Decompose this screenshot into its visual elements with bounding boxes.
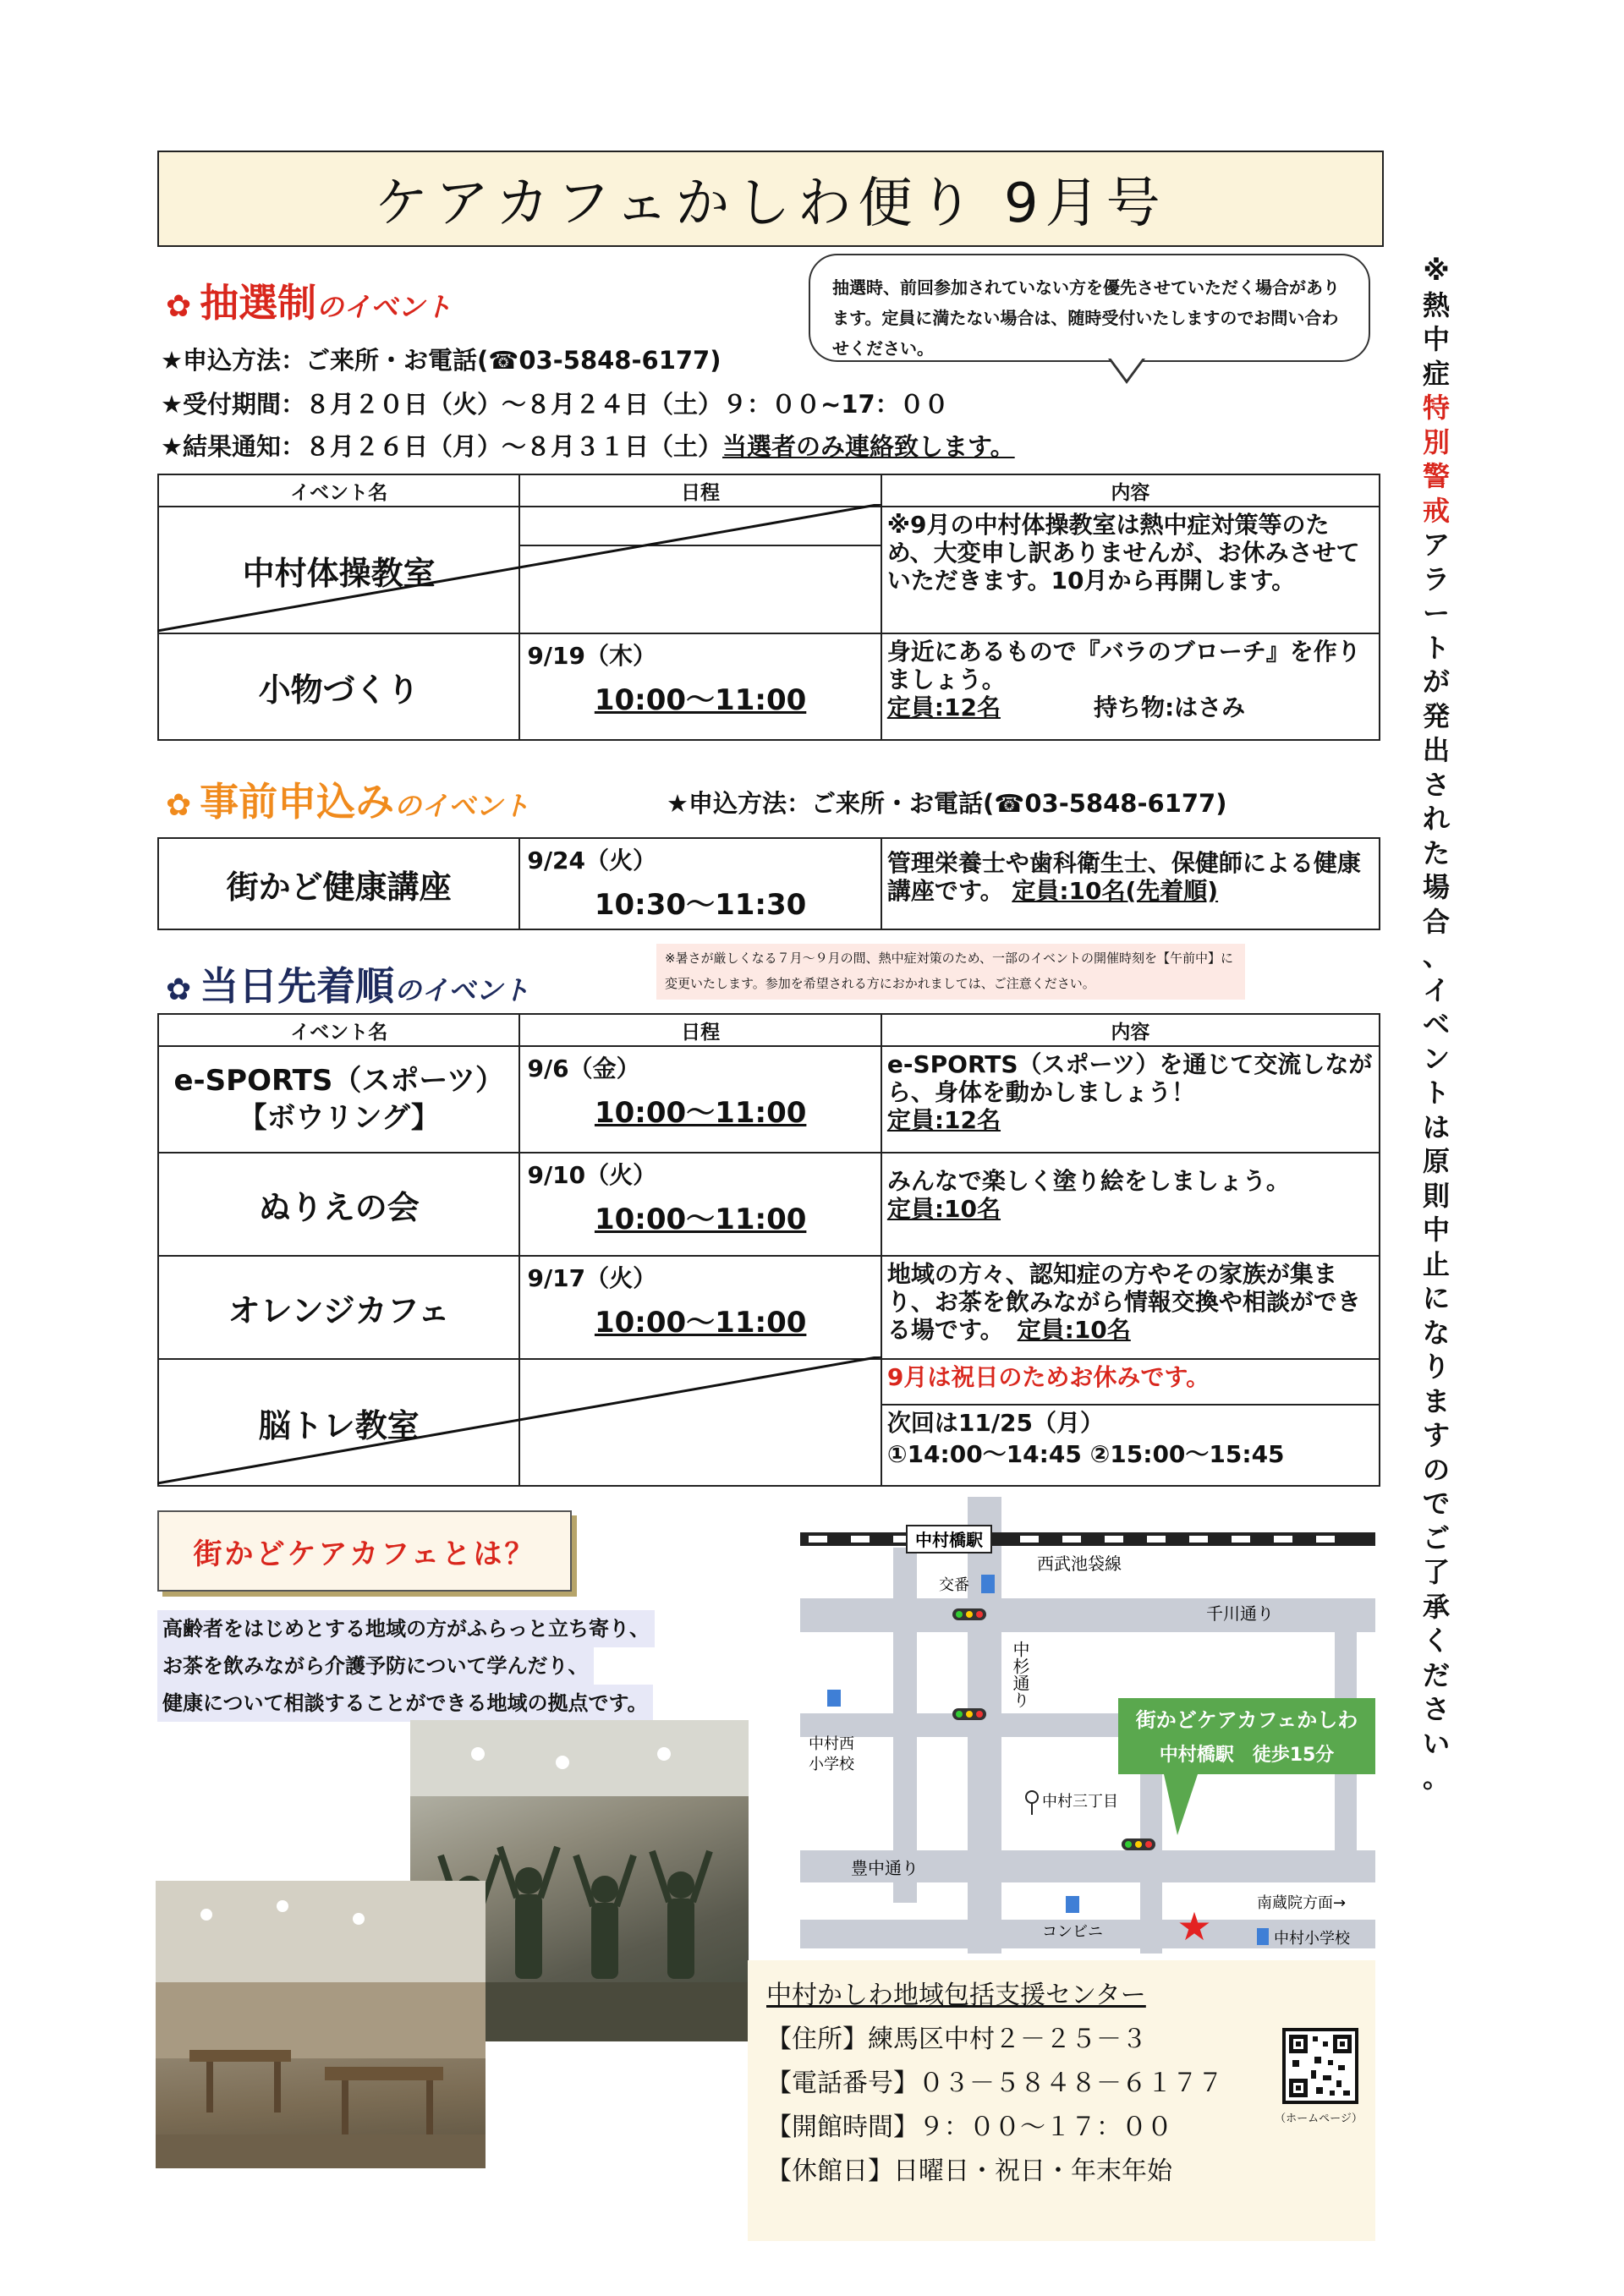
event-schedule xyxy=(519,838,881,929)
map-railway-line: 西武池袋線 xyxy=(1037,1553,1122,1574)
event-notice: 9月は祝日のためお休みです。 xyxy=(882,1360,1379,1406)
lottery-period: ★受付期間：８月２０日（火）～８月２４日（土）９：００~17：００ xyxy=(161,390,949,419)
about-text xyxy=(157,1610,749,1722)
map-school1b: 小学校 xyxy=(809,1756,854,1773)
side-notice xyxy=(1418,254,1455,1795)
event-capacity: 定員:10名 xyxy=(1017,1316,1131,1344)
center-phone: 【電話番号】０３－５８４８－６１７７ xyxy=(766,2069,1223,2098)
map-school2: 中村小学校 xyxy=(1274,1930,1350,1948)
event-time: 10:00～11:00 xyxy=(594,1096,807,1130)
center-closed: 【休館日】日曜日・祝日・年末年始 xyxy=(766,2156,1172,2186)
cancel-slash xyxy=(157,504,885,634)
pre-heading-main: 事前申込み xyxy=(200,779,395,825)
map-nakasugi: 中杉通り xyxy=(1010,1641,1030,1708)
center-address: 【住所】練馬区中村２－２５－３ xyxy=(766,2025,1147,2054)
map-koban: 交番 xyxy=(939,1576,969,1594)
event-content xyxy=(881,838,1380,929)
about-heading: 街かどケアカフェとは？ xyxy=(157,1510,572,1592)
qr-code[interactable] xyxy=(1282,2028,1358,2104)
lottery-heading-suffix: のイベント xyxy=(316,291,453,323)
flower-icon: ✿ xyxy=(166,788,192,823)
event-capacity: 定員:10名 xyxy=(886,1195,1001,1223)
center-name: 中村かしわ地域包括支援センター xyxy=(766,1981,1146,2010)
traffic-light-icon xyxy=(1122,1838,1155,1850)
qr-caption: （ホームページ） xyxy=(1275,2112,1363,2125)
pre-apply: ★申込方法：ご来所・お電話(☎03-5848-6177) xyxy=(667,789,1227,818)
map-nanzoin: 南蔵院方面→ xyxy=(1257,1894,1347,1912)
event-name-line1: e-SPORTS（スポーツ） xyxy=(173,1064,504,1098)
school-icon xyxy=(1257,1928,1269,1945)
map-school1a: 中村西 xyxy=(809,1735,854,1753)
event-content-text: 地域の方々、認知症の方やその家族が集まり、お茶を飲みながら情報交換や相談ができる場です。 xyxy=(886,1260,1361,1344)
event-date: 9/6（金） xyxy=(527,1055,640,1082)
event-content: ※9月の中村体操教室は熱中症対策等のため、大変申し訳ありませんが、お休みさせていただきます。10月から再開します。 xyxy=(881,507,1380,633)
map-senkawa: 千川通り xyxy=(1206,1603,1274,1624)
event-schedule xyxy=(519,1256,881,1359)
event-name-line2: 【ボウリング】 xyxy=(238,1101,440,1135)
event-name: ぬりえの会 xyxy=(158,1153,519,1256)
sameday-heading-main: 当日先着順 xyxy=(200,963,395,1009)
traffic-light-icon xyxy=(952,1708,986,1720)
map-konbini: コンビニ xyxy=(1042,1923,1103,1941)
event-date: 9/10（火） xyxy=(527,1161,657,1189)
lottery-note-bubble: 抽選時、前回参加されていない方を優先させていただく場合があります。定員に満たない場合は、随時受付いたしますのでお問い合わせください。 xyxy=(809,254,1370,362)
event-capacity: 定員:10名(先着順) xyxy=(1012,877,1219,905)
school-icon xyxy=(827,1690,841,1707)
lottery-result xyxy=(161,428,1015,463)
event-date: 9/24（火） xyxy=(527,847,657,874)
event-time: 10:00～11:00 xyxy=(594,1203,807,1236)
event-schedule xyxy=(519,633,881,740)
event-content-text: 管理栄養士や歯科衛生士、保健師による健康講座です。 xyxy=(886,849,1361,905)
konbini-icon xyxy=(1066,1896,1079,1913)
lottery-heading-main: 抽選制 xyxy=(200,280,317,326)
page-title: ケアカフェかしわ便り 9月号 xyxy=(157,151,1384,247)
side-notice-red: 特 別 警 戒 xyxy=(1422,392,1450,527)
bubble-tail-inner xyxy=(1110,357,1144,380)
event-content xyxy=(881,1256,1380,1359)
event-content-text: e-SPORTS（スポーツ）を通じて交流しながら、身体を動かしましょう！ xyxy=(886,1050,1373,1106)
th-event: イベント名 xyxy=(158,474,519,507)
event-name: 脳トレ教室 xyxy=(158,1359,519,1486)
traffic-light-icon xyxy=(952,1608,986,1620)
side-notice-text: ※ 熱 中 症 xyxy=(1422,255,1450,390)
pre-heading xyxy=(166,771,529,827)
event-content-text: 身近にあるもので『バラのブローチ』を作りましょう。 xyxy=(886,638,1361,693)
location-star-icon: ★ xyxy=(1177,1904,1212,1949)
event-content xyxy=(881,633,1380,740)
event-next: 次回は11/25（月） xyxy=(886,1409,1105,1437)
pre-table xyxy=(157,837,1380,930)
lottery-result-prefix: ★結果通知：８月２６日（月）～８月３１日（土） xyxy=(161,432,722,461)
map-callout-sub: 中村橋駅 徒歩15分 xyxy=(1159,1745,1335,1766)
event-name: 中村体操教室 xyxy=(158,507,519,633)
event-capacity: 定員:12名 xyxy=(886,1106,1001,1134)
access-map xyxy=(800,1497,1375,1954)
flower-icon: ✿ xyxy=(166,289,192,324)
lottery-apply: ★申込方法：ご来所・お電話(☎03-5848-6177) xyxy=(161,346,721,375)
cancel-slash xyxy=(157,1356,885,1487)
event-time: 10:00～11:00 xyxy=(594,683,807,717)
event-content xyxy=(881,1153,1380,1256)
heat-note: ※暑さが厳しくなる７月～９月の間、熱中症対策のため、一部のイベントの開催時刻を【午前中】に変更いたします。参加を希望される方におかれましては、ご注意ください。 xyxy=(656,944,1245,1000)
center-hours: 【開館時間】９：００～１７：００ xyxy=(766,2112,1172,2142)
event-name: オレンジカフェ xyxy=(158,1256,519,1359)
event-date: 9/19（木） xyxy=(527,642,657,670)
event-schedule xyxy=(519,1046,881,1153)
side-notice-text: ア ラ ー ト が 発 出 さ れ た 場 合 、 イ ベ ン ト は 原 則 中 止 に な り ま す の で ご 了 承 く だ さ い 。 xyxy=(1422,529,1450,1794)
th-date: 日程 xyxy=(519,1014,881,1046)
about-line: 健康について相談することができる地域の拠点です。 xyxy=(157,1685,653,1722)
event-name: 小物づくり xyxy=(158,633,519,740)
th-content: 内容 xyxy=(881,1014,1380,1046)
sameday-heading-suffix: のイベント xyxy=(394,974,530,1006)
map-station: 中村橋駅 xyxy=(915,1530,983,1550)
koban-icon xyxy=(981,1575,995,1593)
map-toyonaka: 豊中通り xyxy=(851,1858,919,1878)
event-next-times: ①14:00～14:45 ②15:00～15:45 xyxy=(886,1440,1285,1468)
sameday-heading xyxy=(166,956,529,1011)
th-content: 内容 xyxy=(881,474,1380,507)
event-content-text: みんなで楽しく塗り絵をしましょう。 xyxy=(886,1167,1290,1195)
about-line: お茶を飲みながら介護予防について学んだり、 xyxy=(157,1647,594,1685)
event-bring: 持ち物:はさみ xyxy=(1093,693,1246,721)
center-info xyxy=(748,1960,1375,2241)
event-time: 10:00～11:00 xyxy=(594,1306,807,1340)
photo-cafe-room xyxy=(156,1881,486,2168)
map-callout-title: 街かどケアカフェかしわ xyxy=(1135,1708,1358,1732)
event-date: 9/17（火） xyxy=(527,1264,657,1292)
event-content xyxy=(881,1046,1380,1153)
lottery-result-note: 当選者のみ連絡致します。 xyxy=(722,432,1015,461)
lottery-heading xyxy=(166,272,452,328)
pre-heading-suffix: のイベント xyxy=(394,790,530,822)
event-capacity: 定員:12名 xyxy=(886,693,1001,721)
th-event: イベント名 xyxy=(158,1014,519,1046)
event-content xyxy=(881,1359,1380,1486)
about-line: 高齢者をはじめとする地域の方がふらっと立ち寄り、 xyxy=(157,1610,655,1647)
event-time: 10:30～11:30 xyxy=(594,888,807,922)
flower-icon: ✿ xyxy=(166,973,192,1007)
th-date: 日程 xyxy=(519,474,881,507)
event-name: 街かど健康講座 xyxy=(158,838,519,929)
map-busstop: 中村三丁目 xyxy=(1042,1793,1118,1811)
event-schedule xyxy=(519,1153,881,1256)
event-name xyxy=(158,1046,519,1153)
